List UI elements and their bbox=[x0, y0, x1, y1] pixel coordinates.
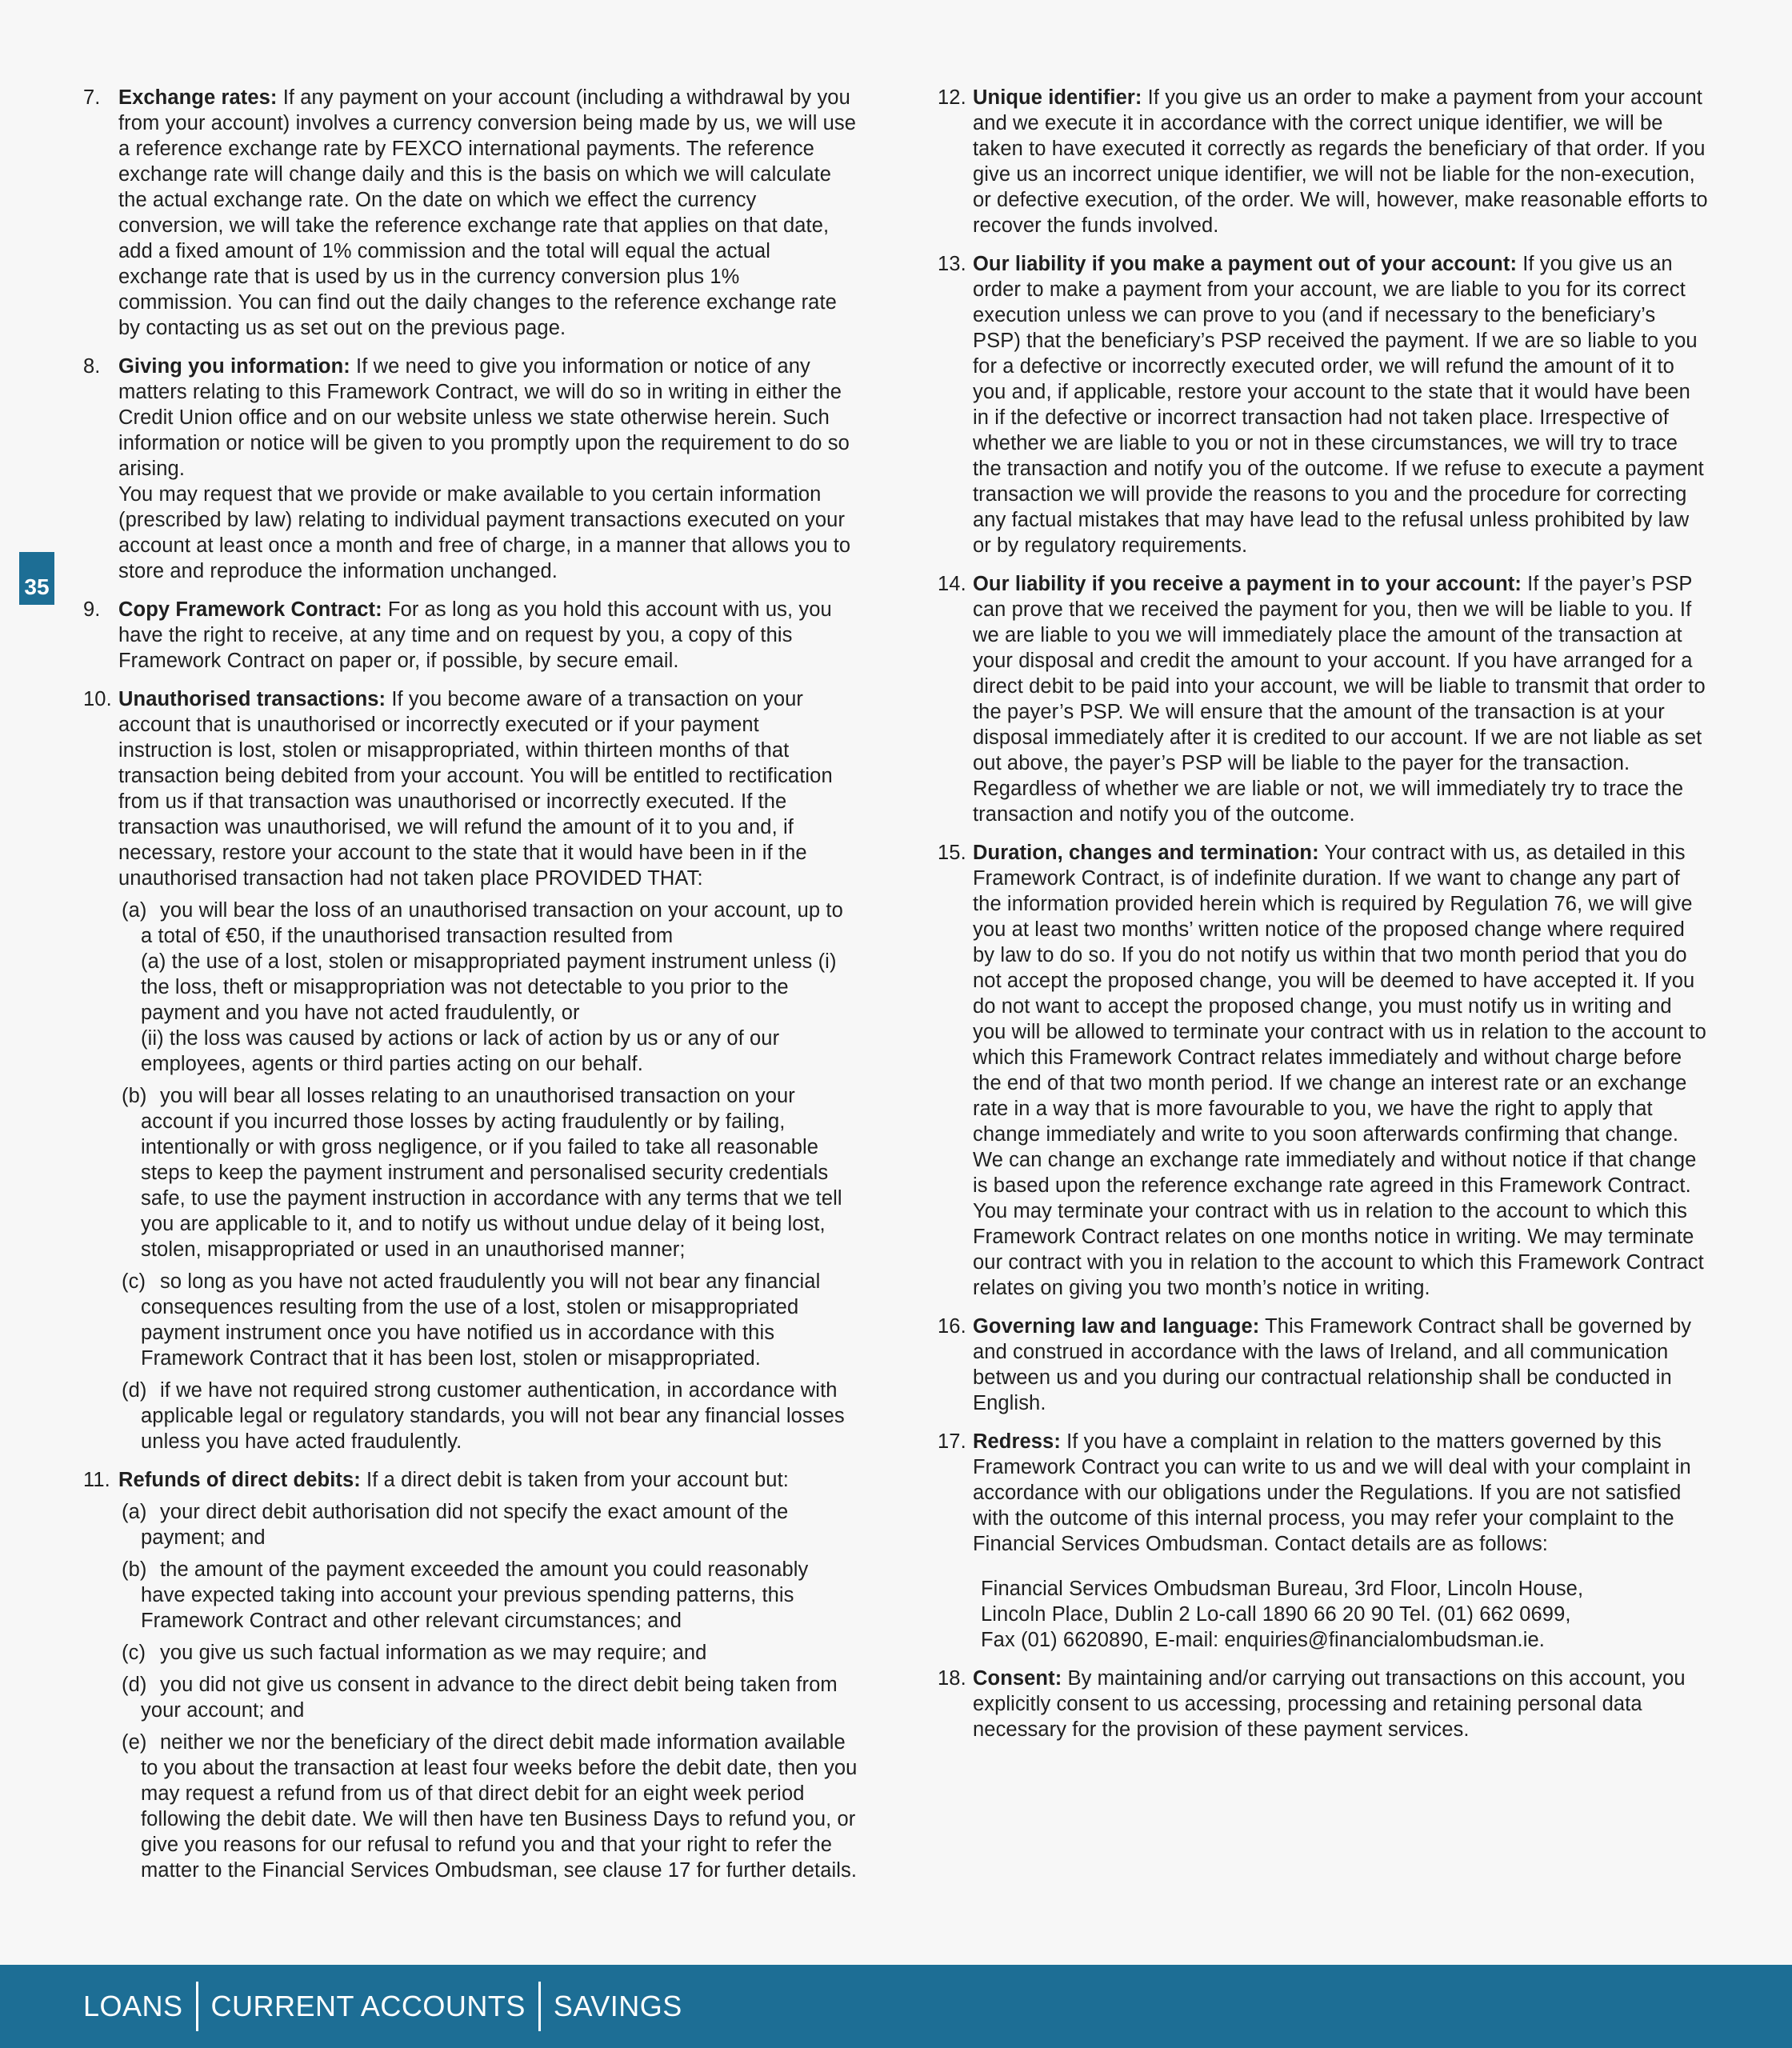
clause-number: 12. bbox=[938, 86, 966, 109]
subclause-text: if we have not required strong customer authentication, in accordance with applicable legal or regulatory standards, you will not bear any financial losses unless you have acted fraudulently. bbox=[141, 1379, 845, 1453]
subclause-b bbox=[106, 1083, 858, 1262]
clause-title: Refunds of direct debits: bbox=[118, 1469, 361, 1491]
page-number-badge bbox=[19, 552, 54, 605]
subclause-letter: (b) bbox=[122, 1558, 147, 1581]
clause-text: If you become aware of a transaction on your account that is unauthorised or incorrectly executed or if your payment instruction is lost, stolen or misappropriated, within thirteen months of that transaction being debited from your account. You will be entitled to rectification from us if that transaction was unauthorised or incorrectly executed. If the transaction was unauthorised, we will refund the amount of it to you and, if necessary, restore your account to the state that it would have been in if the unauthorised transaction had not taken place bbox=[118, 688, 833, 890]
clause-number: 16. bbox=[938, 1315, 966, 1338]
clause-number: 7. bbox=[83, 86, 101, 109]
clause-text: If you give us an order to make a payment from your account, we are liable to you for its correct execution unless we can prove to you (and if necessary to the beneficiary’s PSP) that the beneficiary’s PSP received the payment. If we are so liable to you for a defective or incorrectly executed order, we will refund the amount of it to you and, if applicable, restore your account to the state that it would have been in if the defective or incorrect transaction had not taken place. Irrespective of whether we are liable to you or not in these circumstances, we will try to trace the transaction and notify you of the outcome. If we refuse to execute a payment transaction we will provide the reasons to you and the procedure for correcting any factual mistakes that may have lead to the refusal unless prohibited by law or by regulatory requirements. bbox=[973, 253, 1704, 557]
footer-link-loans[interactable]: LOANS bbox=[83, 1990, 183, 2022]
subclause-line: (a) the use of a lost, stolen or misappropriated payment instrument unless (i) the loss, theft or misappropriation was not detectable to you prior to the payment and you have not acted fraudulently, or bbox=[141, 950, 837, 1024]
subclause-text: you give us such factual information as we may require; and bbox=[160, 1642, 707, 1664]
clause-number: 8. bbox=[83, 355, 101, 378]
footer-divider bbox=[196, 1982, 198, 2031]
clause-number: 10. bbox=[83, 688, 112, 710]
clause-title: Duration, changes and termination: bbox=[973, 842, 1319, 864]
subclause-letter: (c) bbox=[122, 1642, 146, 1664]
subclause-text: you will bear the loss of an unauthorised transaction on your account, up to a total of €50, if the unauthorised transaction resulted from bbox=[141, 899, 843, 947]
page-number: 35 bbox=[24, 574, 50, 599]
clause-number: 17. bbox=[938, 1430, 966, 1453]
clause-18 bbox=[938, 1666, 1709, 1742]
subclause-text: neither we nor the beneficiary of the direct debit made information available to you about the transaction at least four weeks before the debit date, then you may request a refund from us of that direct debit for an eight week period following the debit date. We will then have ten Business Days to refund you, or give you reasons for our refusal to refund you and that your right to refer the matter to the Financial Services Ombudsman, see clause 17 for further details. bbox=[141, 1731, 858, 1882]
clause-title: Our liability if you receive a payment in to your account: bbox=[973, 573, 1522, 595]
footer-divider bbox=[538, 1982, 541, 2031]
clause-text: If any payment on your account (including a withdrawal by you from your account) involves a currency conversion being made by us, we will use a reference exchange rate by FEXCO international payments. The reference exchange rate will change daily and this is the basis on which we will calculate the actual exchange rate. On the date on which we effect the currency conversion, we will take the reference exchange rate that applies on that date, add a fixed amount of 1% commission and the total will equal the actual exchange rate that is used by us in the currency conversion plus 1% commission. You can find out the daily changes to the reference exchange rate by contacting us as set out on the previous page. bbox=[118, 86, 857, 339]
subclause-c bbox=[106, 1269, 858, 1371]
subclause-letter: (c) bbox=[122, 1270, 146, 1293]
clause-16 bbox=[938, 1314, 1709, 1416]
subclause-letter: (d) bbox=[122, 1379, 147, 1402]
subclause-text: the amount of the payment exceeded the amount you could reasonably have expected taking into account your previous spending patterns, this Framework Contract and other relevant circumstances; and bbox=[141, 1558, 809, 1632]
clause-text: If a direct debit is taken from your account but: bbox=[360, 1469, 789, 1491]
clause-title: Our liability if you make a payment out of your account: bbox=[973, 253, 1518, 275]
clause-title: Governing law and language: bbox=[973, 1315, 1260, 1338]
clause-title: Unauthorised transactions: bbox=[118, 688, 386, 710]
subclause-text: you will bear all losses relating to an unauthorised transaction on your account if you incurred those losses by acting fraudulently or by failing, intentionally or with gross negligence, or if you failed to take all reasonable steps to keep the payment instrument and personalised security credentials safe, to use the payment instruction in accordance with any terms that we tell you are applicable to it, and to notify us without undue delay of it being lost, stolen, misappropriated or used in an unauthorised manner; bbox=[141, 1085, 842, 1261]
clause-emphasis: PROVIDED THAT: bbox=[534, 867, 703, 890]
clause-9 bbox=[83, 597, 858, 674]
clause-8 bbox=[83, 354, 858, 584]
clause-title: Giving you information: bbox=[118, 355, 350, 378]
footer-link-savings[interactable]: SAVINGS bbox=[553, 1990, 682, 2022]
clause-text: If you give us an order to make a payment from your account and we execute it in accordance with the correct unique identifier, we will be taken to have executed it correctly as regards the beneficiary of that order. If you give us an incorrect unique identifier, we will not be liable for the non-execution, or defective execution, of the order. We will, however, make reasonable efforts to recover the funds involved. bbox=[973, 86, 1708, 237]
address-line: Financial Services Ombudsman Bureau, 3rd Floor, Lincoln House, bbox=[981, 1578, 1584, 1600]
clause-number: 9. bbox=[83, 598, 101, 621]
clause-text: If we need to give you information or notice of any matters relating to this Framework Contract, we will do so in writing in either the Credit Union office and on our website unless we state otherwise herein. Such information or notice will be given to you promptly upon the requirement to do so arising. bbox=[118, 355, 850, 480]
clause-text: For as long as you hold this account with us, you have the right to receive, at any time and on request by you, a copy of this Framework Contract on paper or, if possible, by secure email. bbox=[118, 598, 832, 672]
clause-number: 15. bbox=[938, 842, 966, 864]
subclause-text: your direct debit authorisation did not specify the exact amount of the payment; and bbox=[141, 1501, 789, 1549]
clause-title: Consent: bbox=[973, 1667, 1062, 1690]
clause-number: 11. bbox=[83, 1469, 110, 1491]
subclause-letter: (b) bbox=[122, 1085, 147, 1107]
clause-text: By maintaining and/or carrying out transactions on this account, you explicitly consent to us accessing, processing and retaining personal data necessary for the provision of these payment services. bbox=[973, 1667, 1686, 1741]
clause-12 bbox=[938, 85, 1709, 238]
subclause-letter: (a) bbox=[122, 1501, 147, 1523]
right-column bbox=[938, 85, 1709, 1755]
footer-link-current-accounts[interactable]: CURRENT ACCOUNTS bbox=[210, 1990, 526, 2022]
subclause-d bbox=[106, 1378, 858, 1454]
footer-bar bbox=[0, 1965, 1792, 2048]
subclause-b bbox=[106, 1557, 858, 1634]
clause-15 bbox=[938, 840, 1709, 1301]
address-line: Lincoln Place, Dublin 2 Lo-call 1890 66 20 90 Tel. (01) 662 0699, bbox=[981, 1603, 1571, 1626]
clause-title: Copy Framework Contract: bbox=[118, 598, 382, 621]
subclause-text: so long as you have not acted fraudulently you will not bear any financial consequences resulting from the use of a lost, stolen or misappropriated payment instrument once you have notified us in accordance with this Framework Contract that it has been lost, stolen or misappropriated. bbox=[141, 1270, 821, 1370]
clause-11 bbox=[83, 1467, 858, 1883]
subclause-a bbox=[106, 1499, 858, 1550]
subclause-e bbox=[106, 1730, 858, 1883]
left-column bbox=[83, 85, 858, 1896]
clause-number: 14. bbox=[938, 573, 966, 595]
clause-10 bbox=[83, 686, 858, 1454]
clause-17 bbox=[938, 1429, 1709, 1653]
subclause-d bbox=[106, 1672, 858, 1723]
clause-text: If the payer’s PSP can prove that we received the payment for you, then we will be liable to you. If we are liable to you we will immediately place the amount of the transaction at your disposal and credit the amount to your account. If you have arranged for a direct debit to be paid into your account, we will be liable to transmit that order to the payer’s PSP. We will ensure that the amount of the transaction is at your disposal immediately after it is credited to our account. If we are not liable as set out above, the payer’s PSP will be liable to the payer for the transaction. Regardless of whether we are liable or not, we will immediately try to trace the transaction and notify you of the outcome. bbox=[973, 573, 1706, 826]
clause-13 bbox=[938, 251, 1709, 558]
subclause-letter: (a) bbox=[122, 899, 147, 922]
ombudsman-address bbox=[981, 1576, 1709, 1653]
clause-7 bbox=[83, 85, 858, 341]
subclause-c bbox=[106, 1640, 858, 1666]
address-line: Fax (01) 6620890, E-mail: enquiries@financialombudsman.ie. bbox=[981, 1629, 1545, 1651]
subclause-letter: (e) bbox=[122, 1731, 147, 1754]
clause-title: Redress: bbox=[973, 1430, 1061, 1453]
subclause-a bbox=[106, 898, 858, 1077]
clause-number: 13. bbox=[938, 253, 966, 275]
clause-title: Exchange rates: bbox=[118, 86, 278, 109]
clause-text: This Framework Contract shall be governed by and construed in accordance with the laws of Ireland, and all communication between us and you during our contractual relationship shall be conducted in English. bbox=[973, 1315, 1692, 1414]
clause-text: If you have a complaint in relation to the matters governed by this Framework Contract you can write to us and we will deal with your complaint in accordance with our obligations under the Regulations. If you are not satisfied with the outcome of this internal process, you may refer your complaint to the Financial Services Ombudsman. Contact details are as follows: bbox=[973, 1430, 1691, 1555]
clause-14 bbox=[938, 571, 1709, 827]
clause-text: Your contract with us, as detailed in this Framework Contract, is of indefinite duration. If we want to change any part of the information provided herein which is required by Regulation 76, we will give you at least two months’ written notice of the proposed change where required by law to do so. If you do not notify us within that two month period that you do not accept the proposed change, you will be deemed to have accepted it. If you do not want to accept the proposed change, you must notify us in writing and you will be allowed to terminate your contract with us in relation to the account to which this Framework Contract relates immediately and without charge before the end of that two month period. If we change an interest rate or an exchange rate in a way that is more favourable to you, we have the right to apply that change immediately and write to you soon afterwards confirming that change. We can change an exchange rate immediately and without notice if that change is based upon the reference exchange rate agreed in this Framework Contract. You may terminate your contract with us in relation to the account to which this Framework Contract relates on one months notice in writing. We may terminate our contract with you in relation to the account to which this Framework Contract relates on giving you two month’s notice in writing. bbox=[973, 842, 1706, 1299]
clause-title: Unique identifier: bbox=[973, 86, 1142, 109]
clause-number: 18. bbox=[938, 1667, 966, 1690]
clause-text-paragraph-2: You may request that we provide or make available to you certain information (prescribed by law) relating to individual payment transactions executed on your account at least once a month and free of charge, in a manner that allows you to store and reproduce the information unchanged. bbox=[118, 483, 851, 582]
subclause-line: (ii) the loss was caused by actions or lack of action by us or any of our employees, agents or third parties acting on our behalf. bbox=[141, 1027, 780, 1075]
subclause-letter: (d) bbox=[122, 1674, 147, 1696]
subclause-text: you did not give us consent in advance to the direct debit being taken from your account; and bbox=[141, 1674, 838, 1722]
